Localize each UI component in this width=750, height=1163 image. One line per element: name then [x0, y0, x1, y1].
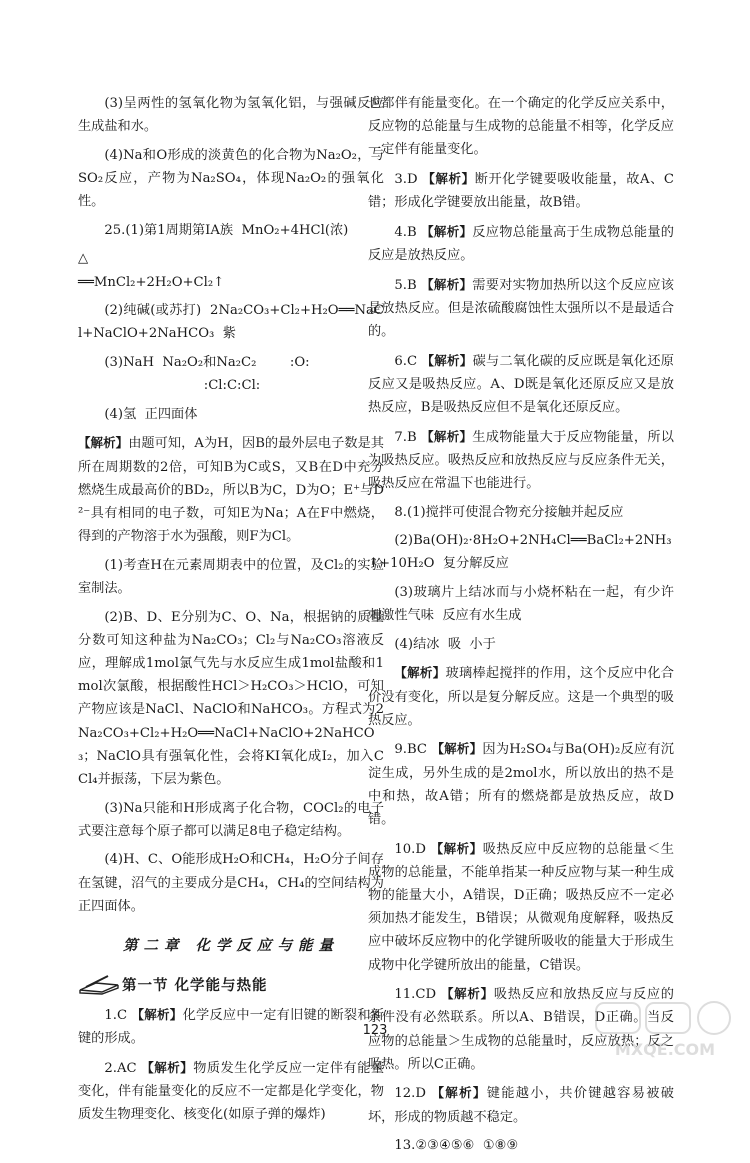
paragraph-text: 反应物总能量高于生成物总能量的反应是放热反应。 [368, 224, 674, 263]
paragraph-text: 断开化学键要吸收能量，故A、C错；形成化学键要放出能量，故B错。 [368, 172, 674, 211]
paragraph-text: 吸热反应和放热反应与反应的条件没有必然联系。所以A、B错误，D正确。当反应物的总能量＞生成物的总能量时，反应放热；反之吸热。所以C正确。 [368, 987, 674, 1072]
analysis-tag: 【解析】 [394, 665, 446, 681]
left-column [78, 92, 384, 1132]
analysis-tag: 【解析】 [431, 1085, 487, 1101]
paragraph [368, 837, 674, 977]
answer-key: 9.BC [394, 742, 432, 758]
paragraph [368, 1081, 674, 1128]
analysis-tag: 【解析】 [131, 1007, 183, 1022]
paragraph [78, 219, 384, 242]
paragraph [368, 220, 674, 267]
analysis-tag: 【解析】 [440, 986, 494, 1002]
paragraph-text: 物质发生化学反应一定伴有能量变化，伴有能量变化的反应不一定都是化学变化，物质发生物理变化、核变化(如原子弹的爆炸) [78, 1060, 385, 1123]
analysis-tag: 【解析】 [78, 435, 129, 451]
paragraph [368, 581, 674, 627]
analysis-tag: 【解析】 [421, 276, 473, 292]
analysis-tag: 【解析】 [141, 1059, 194, 1075]
answer-key: 10.D [394, 841, 431, 857]
paragraph-text: (2)B、D、E分别为C、O、Na，根据钠的质量分数可知这种盐为Na₂CO₃；Cl₂与Na₂CO₃溶液反应，理解成1mol氯气先与水反应生成1mol盐酸和1mol次氯酸，根据酸性HCl＞H₂CO₃＞HClO，可知产物应该是NaCl、NaClO和NaHCO₃。方程式为2Na₂CO₃+Cl₂+H₂O══NaCl+NaClO+2NaHCO₃；NaClO具有强氧化性，会将KI氧化成I₂，加入CCl₄并振荡，下层为紫色。 [78, 609, 384, 787]
answer-key: 2.AC [104, 1060, 142, 1076]
paragraph-text: 化学反应中一定有旧键的断裂和新键的形成。 [78, 1008, 384, 1047]
paragraph-text: 需要对实物加热所以这个反应应该是放热反应。但是浓硫酸腐蚀性太强所以不是最适合的。 [368, 277, 674, 339]
paragraph-text: (4)Na和O形成的淡黄色的化合物为Na₂O₂，与SO₂反应，产物为Na₂SO₄，体现Na₂O₂的强氧化性。 [78, 147, 384, 210]
paragraph [368, 167, 674, 214]
section-heading [78, 973, 384, 995]
paragraph-text: (3)NaH Na₂O₂和Na₂C₂ :O: :Cl:C:Cl: [104, 354, 310, 394]
paragraph-text: 键能越小，共价键越容易被破坏，形成的物质越不稳定。 [368, 1086, 674, 1125]
answer-key: 5.B [394, 277, 422, 293]
paragraph-text: 生成物能量大于反应物能量，所以为吸热反应。吸热反应和放热反应与反应条件无关，吸热反应在常温下也能进行。 [368, 429, 674, 491]
paragraph-text: △ ══MnCl₂+2H₂O+Cl₂↑ [78, 251, 225, 290]
paragraph [78, 606, 384, 792]
answer-key: 6.C [394, 353, 422, 369]
answer-key: 4.B [394, 224, 422, 240]
answer-key: 11.CD [394, 987, 441, 1003]
paragraph [78, 431, 384, 548]
section-title: 第一节 化学能与热能 [122, 977, 268, 994]
answer-key: 12.D [394, 1086, 432, 1102]
analysis-tag: 【解析】 [430, 840, 483, 856]
paragraph [78, 797, 384, 843]
paragraph [368, 633, 674, 656]
analysis-tag: 【解析】 [431, 741, 483, 757]
watermark-text: MXQE.COM [614, 1040, 716, 1059]
watermark-logo [590, 997, 740, 1063]
paragraph [368, 661, 674, 732]
paragraph [78, 299, 384, 345]
paragraph [368, 92, 674, 162]
paragraph-text: (3)呈两性的氢氧化物为氢氧化铝，与强碱反应生成盐和水。 [78, 96, 384, 135]
answer-key: 7.B [394, 429, 422, 445]
paragraph-text: 碳与二氧化碳的反应既是氧化还原反应又是吸热反应。A、D既是氧化还原反应又是放热反应，B是吸热反应但不是氧化还原反应。 [368, 353, 674, 415]
paragraph [78, 554, 384, 600]
paragraph [78, 351, 384, 397]
paragraph [78, 247, 384, 293]
paragraph [78, 92, 384, 138]
paragraph-text: 由题可知，A为H，因B的最外层电子数是其所在周期数的2倍，可知B为C或S，又B在D中充分燃烧生成最高价的BD₂，所以B为C，D为O；E⁺与D²⁻具有相同的电子数，可知E为Na；A在F中燃烧，得到的产物溶于水为强酸，则F为Cl。 [78, 436, 384, 545]
paragraph [368, 529, 674, 575]
answer-key: 1.C [104, 1008, 132, 1023]
paragraph-text: 因为H₂SO₄与Ba(OH)₂反应有沉淀生成，另外生成的是2mol水，所以放出的热不是中和热，故A错；所有的燃烧都是放热反应，故D错。 [368, 742, 674, 827]
paragraph-text: (4)氢 正四面体 [104, 406, 198, 422]
analysis-tag: 【解析】 [421, 223, 473, 239]
paragraph-text: (2)Ba(OH)₂·8H₂O+2NH₄Cl══BaCl₂+2NH₃↑+10H₂O 复分解反应 [368, 533, 672, 572]
analysis-tag: 【解析】 [421, 352, 473, 368]
paragraph [368, 349, 674, 420]
paragraph [368, 425, 674, 496]
paragraph [78, 403, 384, 426]
paragraph-text: 吸热反应中反应物的总能量＜生成物的总能量，不能单指某一种反应物与某一种生成物的能量大小，A错误，D正确；吸热反应不一定必须加热才能发生，B错误；从微观角度解释，吸热反应中破坏反应物中的化学键所吸收的能量大于形成生成物中化学键所放出的能量，C错误。 [368, 841, 674, 973]
analysis-tag: 【解析】 [422, 171, 475, 186]
paragraph-text: (1)考查H在元素周期表中的位置，及Cl₂的实验室制法。 [78, 557, 384, 596]
paragraph-text: (4)H、C、O能形成H₂O和CH₄，H₂O分子间存在氢键，沼气的主要成分是CH₄，CH₄的空间结构为正四面体。 [78, 852, 384, 914]
paragraph [368, 273, 674, 344]
paragraph-text: (3)玻璃片上结冰而与小烧杯粘在一起，有少许刺激性气味 反应有水生成 [368, 584, 674, 624]
paragraph [368, 1134, 674, 1157]
paragraph [368, 737, 674, 831]
page-number: 123 [362, 1023, 388, 1038]
paragraph-text: (4)结冰 吸 小于 [394, 636, 496, 652]
answer-key: 3.D [394, 172, 423, 187]
paragraph [368, 501, 674, 524]
paragraph-text: 也都伴有能量变化。在一个确定的化学反应关系中，反应物的总能量与生成物的总能量不相等，化学反应一定伴有能量变化。 [368, 96, 674, 158]
paragraph-text: 13.②③④⑤⑥ ①⑧⑨ [394, 1138, 519, 1154]
paragraph [78, 1056, 384, 1127]
paragraph-text: 玻璃棒起搅拌的作用，这个反应中化合价没有变化，所以是复分解反应。这是一个典型的吸热反应。 [368, 666, 674, 728]
paragraph-text: (3)Na只能和H形成离子化合物，COCl₂的电子式要注意每个原子都可以满足8电子稳定结构。 [78, 800, 384, 839]
paragraph [78, 144, 384, 214]
paragraph-text: 8.(1)搅拌可使混合物充分接触并起反应 [394, 504, 624, 520]
pen-book-icon [78, 973, 120, 995]
paragraph-text: (2)纯碱(或苏打) 2Na₂CO₃+Cl₂+H₂O══NaCl+NaClO+2NaHCO₃ 紫 [78, 303, 384, 342]
chapter-title: 第二章 化学反应与能量 [122, 937, 340, 954]
analysis-tag: 【解析】 [421, 428, 473, 444]
paragraph [78, 848, 384, 918]
paragraph-text: 25.(1)第1周期第IA族 MnO₂+4HCl(浓) [104, 222, 349, 238]
